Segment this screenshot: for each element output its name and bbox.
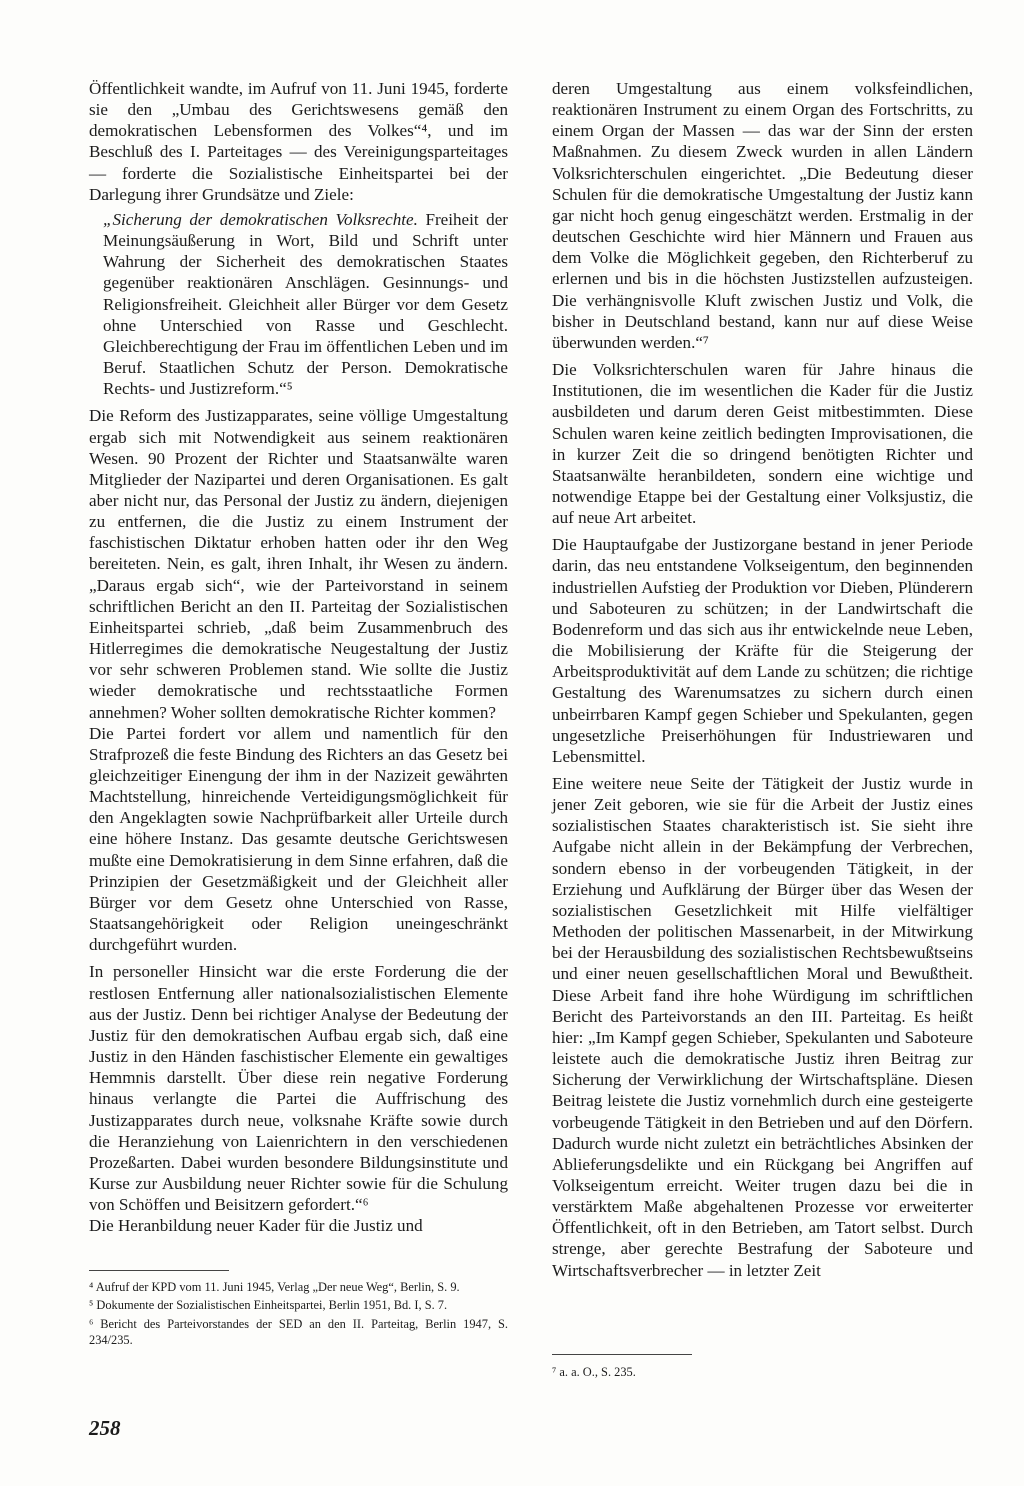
footnotes-right xyxy=(552,1364,973,1382)
quote-lead: „Sicherung der demokratischen Volksrechte. xyxy=(103,209,418,229)
footnotes-left xyxy=(89,1279,508,1351)
footnote: ⁷ a. a. O., S. 235. xyxy=(552,1365,636,1379)
footnote-divider xyxy=(552,1354,692,1355)
footnote: ⁶ Bericht des Parteivorstandes der SED an den II. Parteitag, Berlin 1947, S. 234/235. xyxy=(89,1316,508,1348)
paragraph: Öffentlichkeit wandte, im Aufruf von 11. Juni 1945, forderte sie den „Umbau des Gerichtswesens gemäß den demokratischen Lebensformen des Volkes“⁴, und im Beschluß des I. Parteitages — des Vereinigungsparteitages — forderte die Sozialistische Einheitspartei bei der Darlegung ihrer Grundsätze und Ziele: xyxy=(89,79,508,204)
paragraph: Die Hauptaufgabe der Justizorgane bestand in jener Periode darin, das neu entstandene Volkseigentum, den beginnenden industriellen Aufstieg der Produktion vor Dieben, Plünderern und Saboteuren zu schützen; in der Landwirtschaft die Bodenreform und das sich aus ihr entwickelnde neue Leben, die Mobilisierung der Kräfte für die Steigerung der Arbeitsproduktivität auf dem Lande zu schützen; die richtige Gestaltung des Warenumsatzes zu sichern durch einen unbeirrbaren Kampf gegen Schieber und Spekulanten, gegen ungesetzliche Preiserhöhungen für Industriewaren und Lebensmittel. xyxy=(552,535,973,766)
paragraph: Die Heranbildung neuer Kader für die Justiz und xyxy=(89,1216,423,1236)
quote-body: Freiheit der Meinungsäußerung in Wort, Bild und Schrift unter Wahrung der Sicherheit des demokratischen Staates gegenüber reaktionären Anschlägen. Gesinnungs- und Religionsfreiheit. Gleichheit aller Bürger vor dem Gesetz ohne Unterschied von Rasse und Geschlecht. Gleichberechtigung der Frau im öffentlichen Leben und im Beruf. Staatlichen Schutz der Person. Demokratische Rechts- und Justizreform.“⁵ xyxy=(103,209,508,399)
footnote: ⁴ Aufruf der KPD vom 11. Juni 1945, Verlag „Der neue Weg“, Berlin, S. 9. xyxy=(89,1280,460,1294)
footnote: ⁵ Dokumente der Sozialistischen Einheitspartei, Berlin 1951, Bd. I, S. 7. xyxy=(89,1298,448,1313)
paragraph: Die Volksrichterschulen waren für Jahre hinaus die Institutionen, die im wesentlichen die Kader für die Justiz ausbildeten und darum deren Geist mitbestimmten. Diese Schulen waren keine zeitlich bedingten Improvisationen, die in kurzer Zeit die so dringend benötigten Richter und Staatsanwälte heranbildeten, sondern eine wichtige und notwendige Etappe bei der Gestaltung einer Volksjustiz, die auf neue Art arbeitet. xyxy=(552,360,973,528)
left-text-column xyxy=(89,78,508,1236)
paragraph: deren Umgestaltung aus einem volksfeindlichen, reaktionären Instrument zu einem Organ des Fortschritts, zu einem Organ der Massen — das war der Sinn der ersten Maßnahmen. Zu diesem Zweck wurden in allen Ländern Volksrichterschulen eingerichtet. „Die Bedeutung dieser Schulen für die demokratische Umgestaltung der Justiz kann gar nicht hoch genug eingeschätzt werden. Erstmalig in der deutschen Geschichte wird hier Männern und Frauen aus dem Volke die Möglichkeit gegeben, den Richterberuf zu erlernen und bis in die höchsten Justizstellen aufzusteigen. Die verhängnisvolle Kluft zwischen Justiz und Volk, die bisher in Deutschland bestand, kann nur auf diese Weise überwunden werden.“⁷ xyxy=(552,79,973,352)
right-text-column xyxy=(552,78,973,1281)
paragraph: Die Partei fordert vor allem und namentlich für den Strafprozeß die feste Bindung des Richters an das Gesetz bei gleichzeitiger Einengung der ihm in der Nazizeit gewährten Machtstellung, hinreichende Verteidigungsmöglichkeit für den Angeklagten sowie Nachprüfbarkeit aller Urteile durch eine höhere Instanz. Das gesamte deutsche Gerichtswesen mußte eine Demokratisierung in dem Sinne erfahren, daß die Prinzipien der Gesetzmäßigkeit und der Gleichheit aller Bürger vor dem Gesetz ohne Unterschied von Rasse, Staatsangehörigkeit oder Religion uneingeschränkt durchgeführt wurden. xyxy=(89,723,508,955)
paragraph: In personeller Hinsicht war die erste Forderung die der restlosen Entfernung aller nationalsozialistischen Elemente aus der Justiz. Denn bei richtiger Analyse der Bedeutung der Justiz für den demokratischen Aufbau ergab sich, daß eine Justiz in den Händen faschistischer Elemente ein gewaltiges Hemmnis darstellt. Über diese rein negative Forderung hinaus verlangte die Partei die Auffrischung des Justizapparates durch neue, volksnahe Kräfte sowie durch die Heranziehung von Laienrichtern in den verschiedenen Prozeßarten. Dabei wurden besondere Bildungsinstitute und Kurse zur Ausbildung neuer Richter sowie für die Schulung von Schöffen und Beisitzern gefordert.“⁶ xyxy=(89,962,508,1215)
paragraph: Die Reform des Justizapparates, seine völlige Umgestaltung ergab sich mit Notwendigkeit aus seinem reaktionären Wesen. 90 Prozent der Richter und Staatsanwälte waren Mitglieder der Nazipartei und deren Organisationen. Es galt aber nicht nur, das Personal der Justiz zu ändern, diejenigen zu entfernen, die die Justiz zu einem Instrument der faschistischen Diktatur erhoben hatten oder ihr den Weg bereiteten. Nein, es galt, ihren Inhalt, ihr Wesen zu ändern. „Daraus ergab sich“, wie der Parteivorstand in seinem schriftlichen Bericht an den II. Parteitag der Sozialistischen Einheitspartei schrieb, „daß beim Zusammenbruch des Hitlerregimes die demokratische Neugestaltung der Justiz vor sehr schweren Problemen stand. Wie sollte die Justiz wieder demokratische und rechtsstaatliche Formen annehmen? Woher sollten demokratische Richter kommen? xyxy=(89,406,508,722)
block-quote xyxy=(89,209,508,399)
footnote-divider xyxy=(89,1270,229,1271)
page-number: 258 xyxy=(89,1416,121,1440)
paragraph: Eine weitere neue Seite der Tätigkeit der Justiz wurde in jener Zeit geboren, wie sie für die Arbeit der Justiz eines sozialistischen Staates charakteristisch ist. Sie sieht ihre Aufgabe nicht allein in der Bekämpfung der Verbrechen, sondern ebenso in der vorbeugenden Tätigkeit, in der Erziehung und Aufklärung der Bürger über das Wesen der sozialistischen Gesetzlichkeit mit Hilfe vielfältiger Methoden der politischen Massenarbeit, in der Mitwirkung bei der Herausbildung des sozialistischen Rechtsbewußtseins und einer neuen gesellschaftlichen Moral und Bewußtheit. Diese Arbeit fand ihre hohe Würdigung im schriftlichen Bericht des Parteivorstands an den III. Parteitag. Es heißt hier: „Im Kampf gegen Schieber, Spekulanten und Saboteure leistete auch die demokratische Justiz ihren Beitrag zur Sicherung der Verwirklichung der Wirtschaftspläne. Diesen Beitrag leistete die Justiz vornehmlich durch eine gesteigerte vorbeugende Tätigkeit in den Betrieben und auf den Dörfern. Dadurch wurde nicht zuletzt ein beträchtliches Absinken der Ablieferungsdelikte und ein Rückgang bei Angriffen auf Volkseigentum erreicht. Weiter trugen dazu bei die in verstärktem Maße abgehaltenen Prozesse vor erweiterter Öffentlichkeit, oft in den Betrieben, am Tatort selbst. Durch strenge, aber gerechte Bestrafung der Saboteure und Wirtschaftsverbrecher — in letzter Zeit xyxy=(552,774,973,1280)
